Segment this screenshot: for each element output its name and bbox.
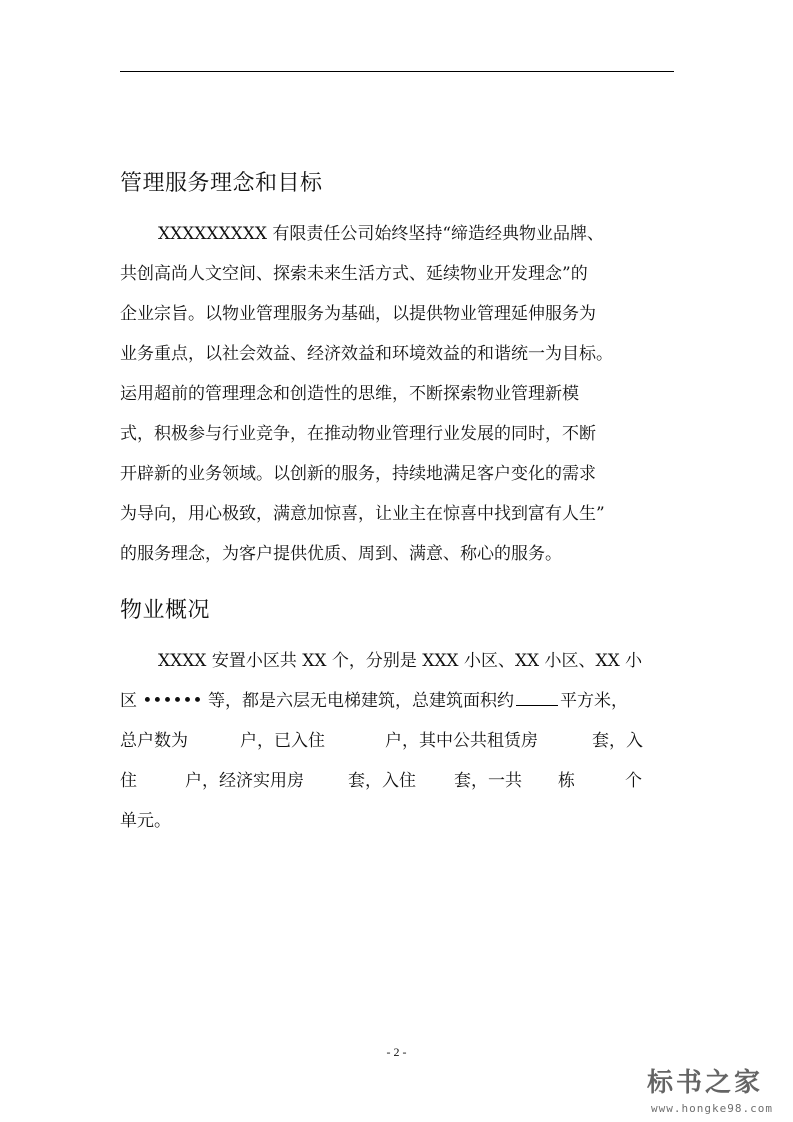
paragraph-line: XXXXXXXXX 有限责任公司始终坚持“缔造经典物业品牌、 [158, 224, 605, 244]
text-segment: 套，入住 [348, 771, 416, 791]
paragraph-line: 运用超前的管理理念和创造性的思维，不断探索物业管理新模 [120, 384, 579, 404]
paragraph-line [120, 761, 642, 801]
page-number: - 2 - [386, 1045, 407, 1059]
fill-in-blank [516, 691, 558, 706]
text-segment: 栋 [558, 771, 575, 791]
watermark-logo [625, 1062, 775, 1122]
paragraph-line: 的服务理念，为客户提供优质、周到、满意、称心的服务。 [120, 544, 562, 564]
text-segment: 套，入 [592, 731, 643, 751]
paragraph-line: 为导向，用心极致，满意加惊喜，让业主在惊喜中找到富有人生” [120, 504, 605, 524]
text-segment: 户，已入住 [240, 731, 325, 751]
paragraph-line: 业务重点，以社会效益、经济效益和环境效益的和谐统一为目标。 [120, 344, 613, 364]
section-heading-management: 管理服务理念和目标 [120, 171, 323, 196]
paragraph-line [120, 721, 643, 761]
text-segment: 区 •••••• 等，都是六层无电梯建筑，总建筑面积约 [120, 691, 514, 711]
section-heading-property-overview: 物业概况 [120, 598, 211, 623]
watermark-title: 标书之家 [646, 1068, 763, 1098]
text-segment: 户，经济实用房 [185, 771, 304, 791]
paragraph-line: 共创高尚人文空间、探索未来生活方式、延续物业开发理念”的 [120, 264, 588, 284]
paragraph-line: XXXX 安置小区共 XX 个，分别是 XXX 小区、XX 小区、XX 小 [158, 651, 643, 671]
paragraph-line: 开辟新的业务领域。以创新的服务，持续地满足客户变化的需求 [120, 464, 596, 484]
header-rule [120, 71, 674, 72]
text-segment: 套，一共 [454, 771, 522, 791]
text-segment: 总户数为 [120, 731, 188, 751]
paragraph-line: 单元。 [120, 811, 171, 831]
text-segment: 平方米， [559, 691, 628, 711]
paragraph-line: 企业宗旨。以物业管理服务为基础，以提供物业管理延伸服务为 [120, 304, 596, 324]
watermark-url: www.hongke98.com [651, 1102, 773, 1115]
paragraph-line: 式，积极参与行业竞争，在推动物业管理行业发展的同时，不断 [120, 424, 596, 444]
text-segment: 个 [625, 771, 642, 791]
text-segment: 住 [120, 771, 137, 791]
paragraph-line [120, 681, 628, 721]
text-segment: 户，其中公共租赁房 [385, 731, 538, 751]
